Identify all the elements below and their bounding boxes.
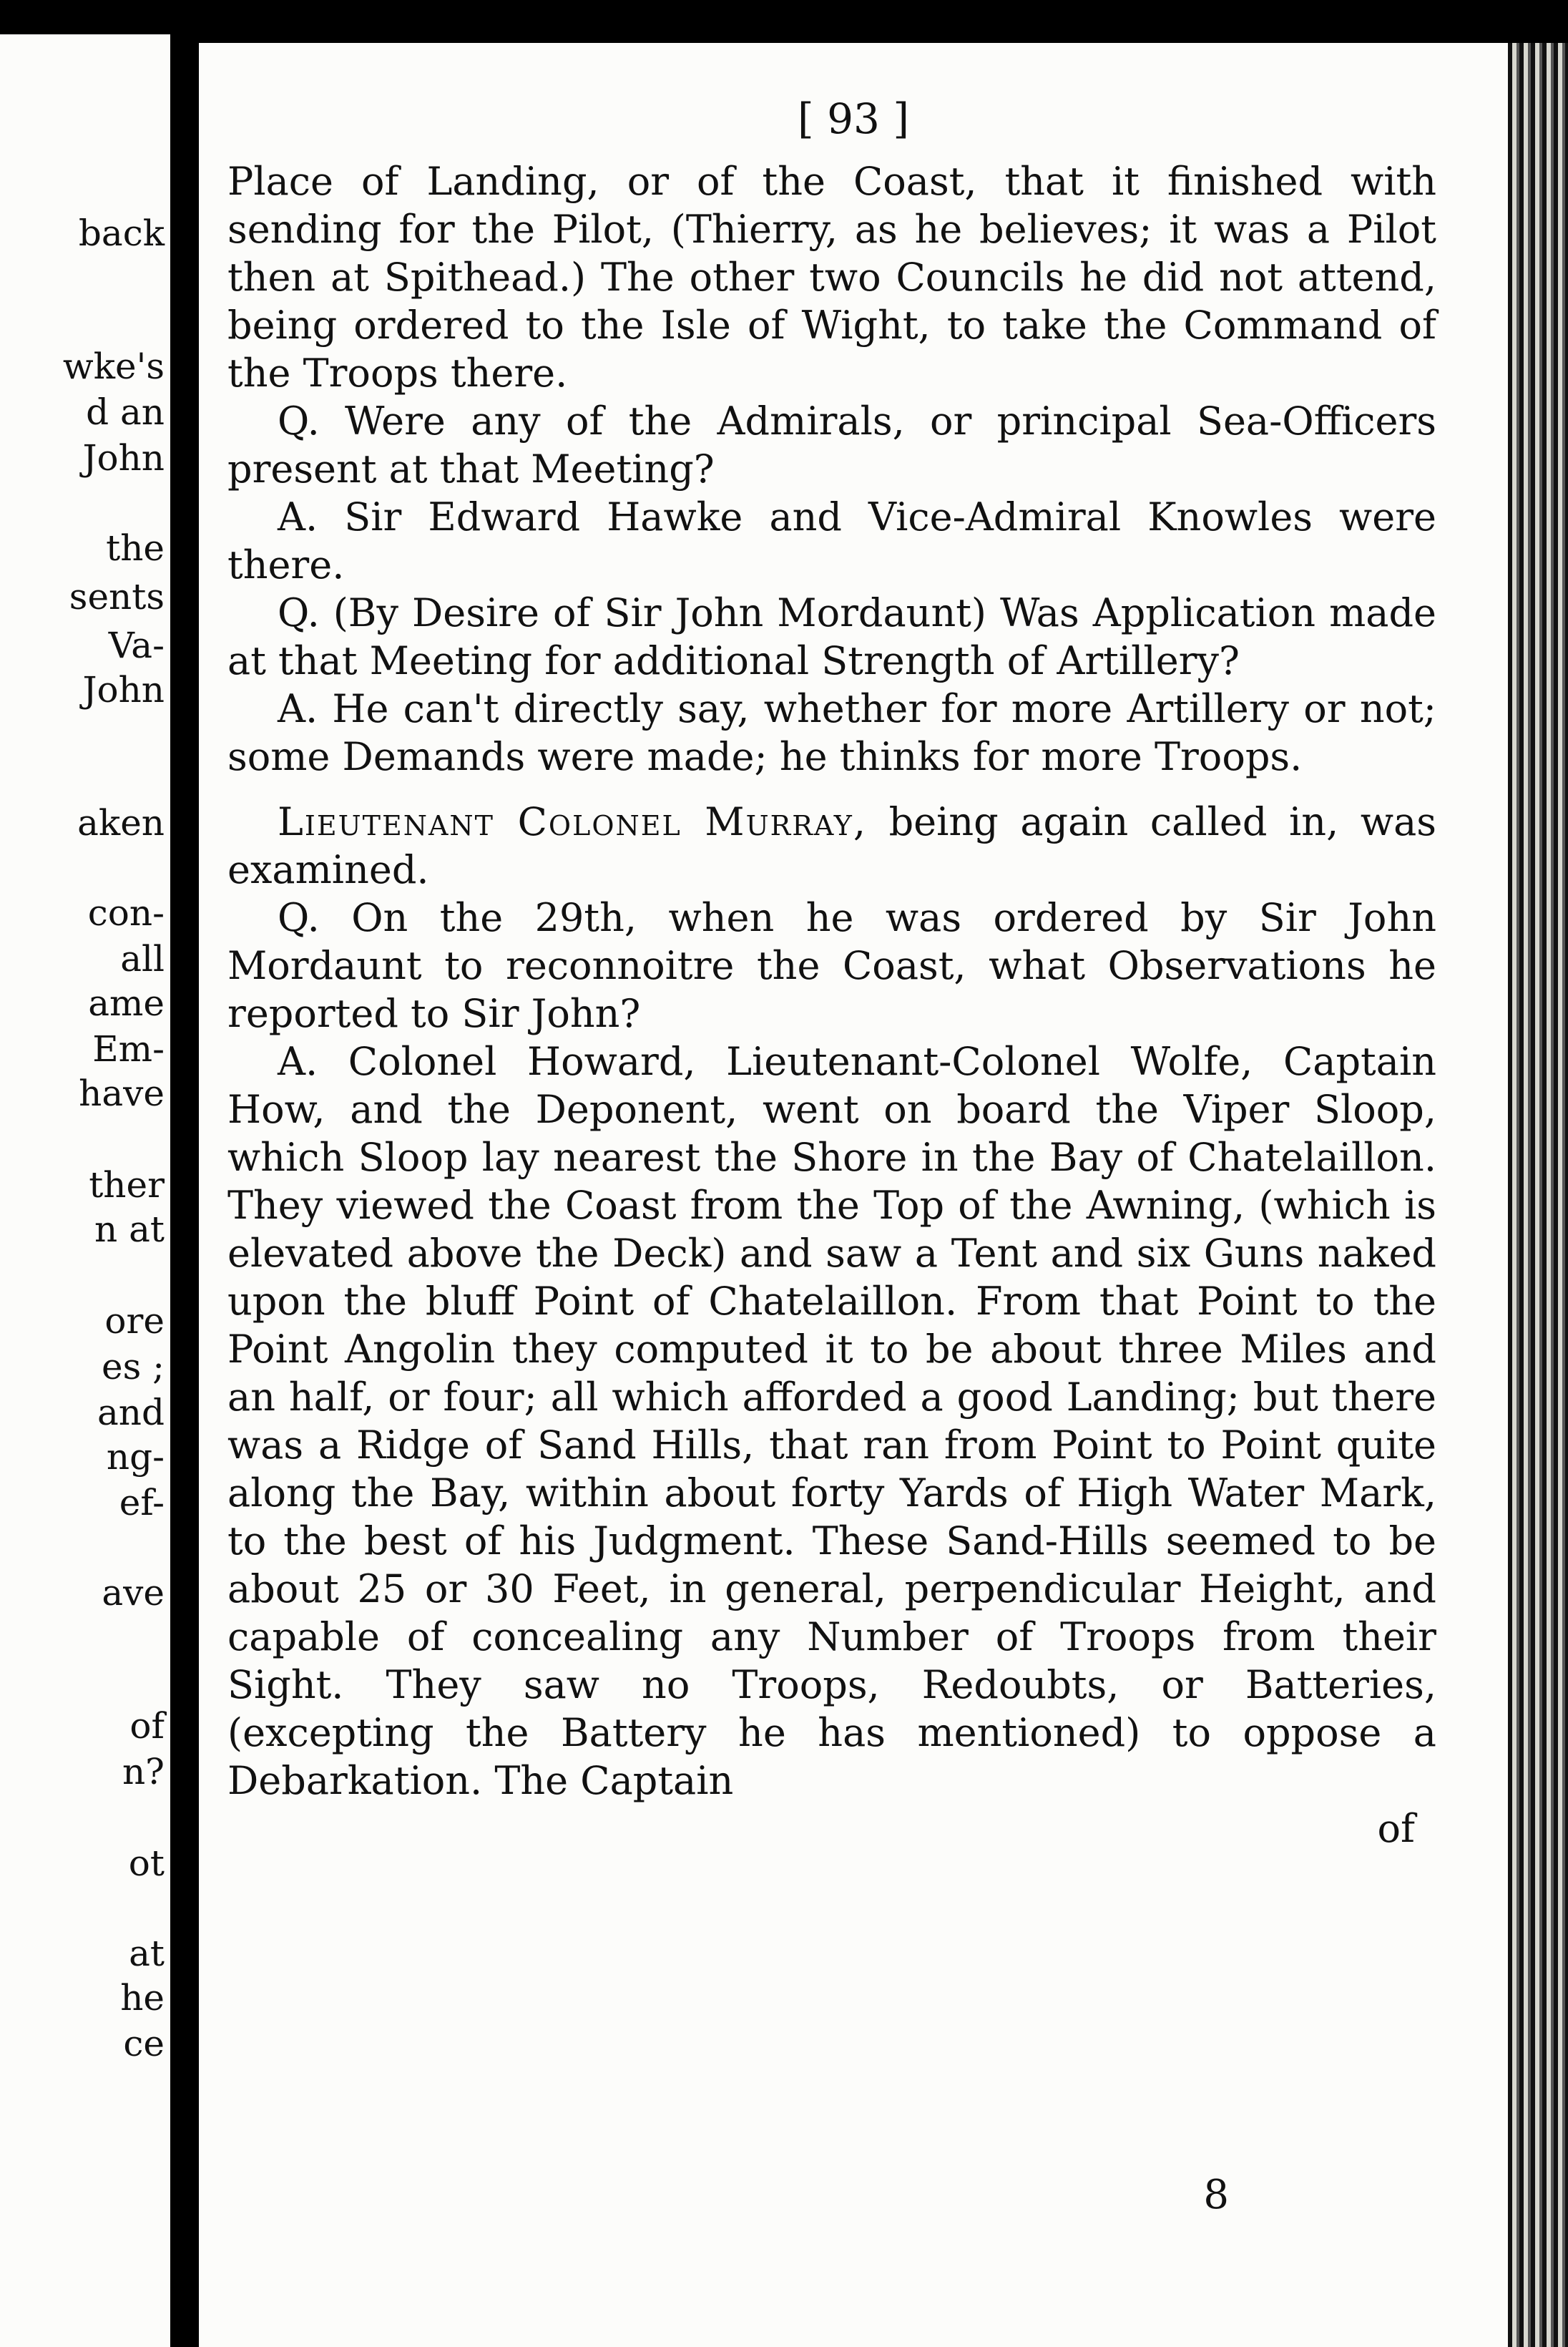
fragment-line: he <box>120 1977 165 2019</box>
fragment-line: ave <box>102 1572 165 1614</box>
fragment-line: all <box>120 938 165 980</box>
fragment-line: the <box>106 527 165 569</box>
page-edges <box>1508 43 1568 2347</box>
fragment-line: ther <box>89 1164 165 1206</box>
fragment-line: John <box>82 437 165 479</box>
fragment-line: d an <box>86 391 165 433</box>
book-gutter <box>170 0 199 2347</box>
signature-mark: 8 <box>1203 2172 1229 2218</box>
page-number: [ 93 ] <box>798 94 909 143</box>
facing-page-fragment <box>0 34 170 2347</box>
fragment-line: ng- <box>106 1436 165 1478</box>
fragment-line: and <box>97 1392 165 1433</box>
fragment-line: John <box>82 669 165 711</box>
fragment-line: n? <box>122 1751 165 1792</box>
book-page <box>199 43 1508 2347</box>
page-body <box>227 157 1436 1853</box>
fragment-line: ce <box>123 2023 165 2064</box>
fragment-line: wke's <box>62 346 165 387</box>
fragment-line: have <box>79 1073 165 1114</box>
fragment-line: n at <box>94 1209 165 1250</box>
answer: A. He can't directly say, whether for more Artillery or not; some Demands were made; he thinks for more Troops. <box>227 686 1436 779</box>
fragment-line: Va- <box>108 625 165 666</box>
answer: A. Colonel Howard, Lieutenant-Colonel Wolfe, Captain How, and the Deponent, went on board the Viper Sloop, which Sloop lay nearest the Shore in the Bay of Chatelaillon. They viewed the Coast from the Top of the Awning, (which is elevated above the Deck) and saw a Tent and six Guns naked upon the bluff Point of Chatelaillon. From that Point to the Point Angolin they computed it to be about three Miles and an half, or four; all which afforded a good Landing; but there was a Ridge of Sand Hills, that ran from Point to Point quite along the Bay, within about forty Yards of High Water Mark, to the best of his Judgment. These Sand-Hills seemed to be about 25 or 30 Feet, in general, perpendicular Height, and capable of concealing any Number of Troops from their Sight. They saw no Troops, Redoubts, or Batteries, (excepting the Battery he has mentioned) to oppose a Debarkation. The Captain <box>227 1039 1436 1803</box>
catchword: of <box>1377 1806 1415 1851</box>
question: Q. Were any of the Admirals, or principal Sea-Officers present at that Meeting? <box>227 399 1436 492</box>
question: Q. On the 29th, when he was ordered by Sir John Mordaunt to reconnoitre the Coast, what Observations he reported to Sir John? <box>227 895 1436 1036</box>
fragment-line: ef- <box>119 1482 165 1523</box>
witness-heading <box>227 798 1436 894</box>
fragment-line: ot <box>128 1843 165 1884</box>
fragment-line: es ; <box>102 1346 165 1387</box>
fragment-line: at <box>129 1933 165 1974</box>
question: Q. (By Desire of Sir John Mordaunt) Was Application made at that Meeting for additional Strength of Artillery? <box>227 590 1436 683</box>
answer: A. Sir Edward Hawke and Vice-Admiral Knowles were there. <box>227 494 1436 587</box>
paragraph: Place of Landing, or of the Coast, that it finished with sending for the Pilot, (Thierry, as he believes; it was a Pilot then at Spithead.) The other two Councils he did not attend, being ordered to the Isle of Wight, to take the Command of the Troops there. <box>227 159 1436 396</box>
witness-name: Lieutenant Colonel Murray, <box>278 799 867 844</box>
fragment-line: sents <box>69 576 165 618</box>
fragment-line: ore <box>104 1300 165 1342</box>
fragment-line: ame <box>88 982 165 1024</box>
fragment-line: of <box>129 1705 165 1747</box>
fragment-line: con- <box>87 892 165 934</box>
fragment-line: aken <box>77 802 165 844</box>
fragment-line: back <box>78 213 165 254</box>
witness-heading-text: being again called in, was examined. <box>227 799 1436 892</box>
fragment-line: Em- <box>92 1028 165 1070</box>
